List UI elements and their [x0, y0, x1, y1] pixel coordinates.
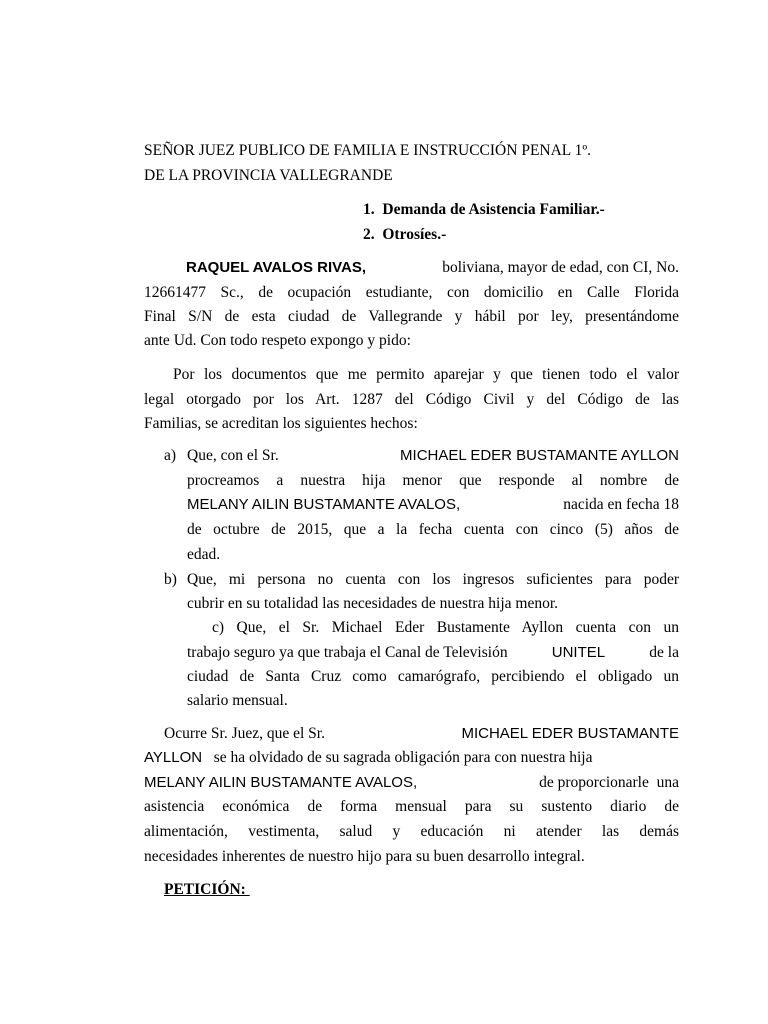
intro-line-2: 12661477 Sc., de ocupación estudiante, con domicilio en Calle Florida — [144, 284, 679, 301]
fact-a-line-2: procreamos a nuestra hija menor que responde al nombre de — [187, 472, 679, 489]
ocurre-line-3: MELANY AILIN BUSTAMANTE AVALOS, de proporcionarle una — [144, 774, 679, 791]
ocurre-line-1: Ocurre Sr. Juez, que el Sr. MICHAEL EDER BUSTAMANTE — [164, 725, 679, 742]
documents-line-3: Familias, se acreditan los siguientes hechos: — [144, 415, 418, 432]
fact-c-line-3: ciudad de Santa Cruz como camarógrafo, percibiendo el obligado un — [187, 668, 679, 685]
fact-b-line-2: cubrir en su totalidad las necesidades de nuestra hija menor. — [187, 595, 559, 612]
fact-a-line-4: de octubre de 2015, que a la fecha cuenta con cinco (5) años de — [187, 521, 679, 538]
court-address-line-2: DE LA PROVINCIA VALLEGRANDE — [144, 167, 393, 184]
peticion-heading: PETICIÓN: — [164, 881, 250, 898]
fact-b-marker: b) — [164, 571, 177, 588]
fact-c-line-2: trabajo seguro ya que trabaja el Canal de Televisión UNITEL de la — [187, 644, 679, 661]
fact-c-line-4: salario mensual. — [187, 692, 288, 709]
fact-c-line-1: c) Que, el Sr. Michael Eder Bustamente Ayllon cuenta con un — [212, 619, 679, 636]
plaintiff-name: RAQUEL AVALOS RIVAS, — [186, 259, 367, 276]
ocurre-line-5: alimentación, vestimenta, salud y educación ni atender las demás — [144, 823, 679, 840]
documents-line-1: Por los documentos que me permito aparejar y que tienen todo el valor — [173, 366, 679, 383]
ocurre-line-4: asistencia económica de forma mensual para su sustento diario de — [144, 798, 679, 815]
court-address-line-1: SEÑOR JUEZ PUBLICO DE FAMILIA E INSTRUCCIÓN PENAL 1º. — [144, 142, 591, 159]
intro-line-1: RAQUEL AVALOS RIVAS, boliviana, mayor de edad, con CI, No. — [186, 259, 679, 276]
documents-line-2: legal otorgado por los Art. 1287 del Código Civil y del Código de las — [144, 391, 679, 408]
fact-a-marker: a) — [164, 447, 177, 464]
fact-a-line-3: MELANY AILIN BUSTAMANTE AVALOS, nacida en fecha 18 — [187, 496, 679, 513]
fact-b-line-1: Que, mi persona no cuenta con los ingresos suficientes para poder — [187, 571, 679, 588]
fact-a-line-5: edad. — [187, 546, 221, 563]
fact-a-line-1: Que, con el Sr. MICHAEL EDER BUSTAMANTE AYLLON — [187, 447, 679, 464]
subject-item-1: 1. Demanda de Asistencia Familiar.- — [363, 201, 605, 218]
intro-line-3: Final S/N de esta ciudad de Vallegrande y hábil por ley, presentándome — [144, 308, 679, 325]
subject-item-2: 2. Otrosíes.- — [363, 226, 447, 243]
ocurre-line-6: necesidades inherentes de nuestro hijo para su buen desarrollo integral. — [144, 848, 585, 865]
ocurre-line-2: AYLLON se ha olvidado de su sagrada obligación para con nuestra hija — [144, 749, 593, 766]
intro-line-4: ante Ud. Con todo respeto expongo y pido: — [144, 332, 411, 349]
